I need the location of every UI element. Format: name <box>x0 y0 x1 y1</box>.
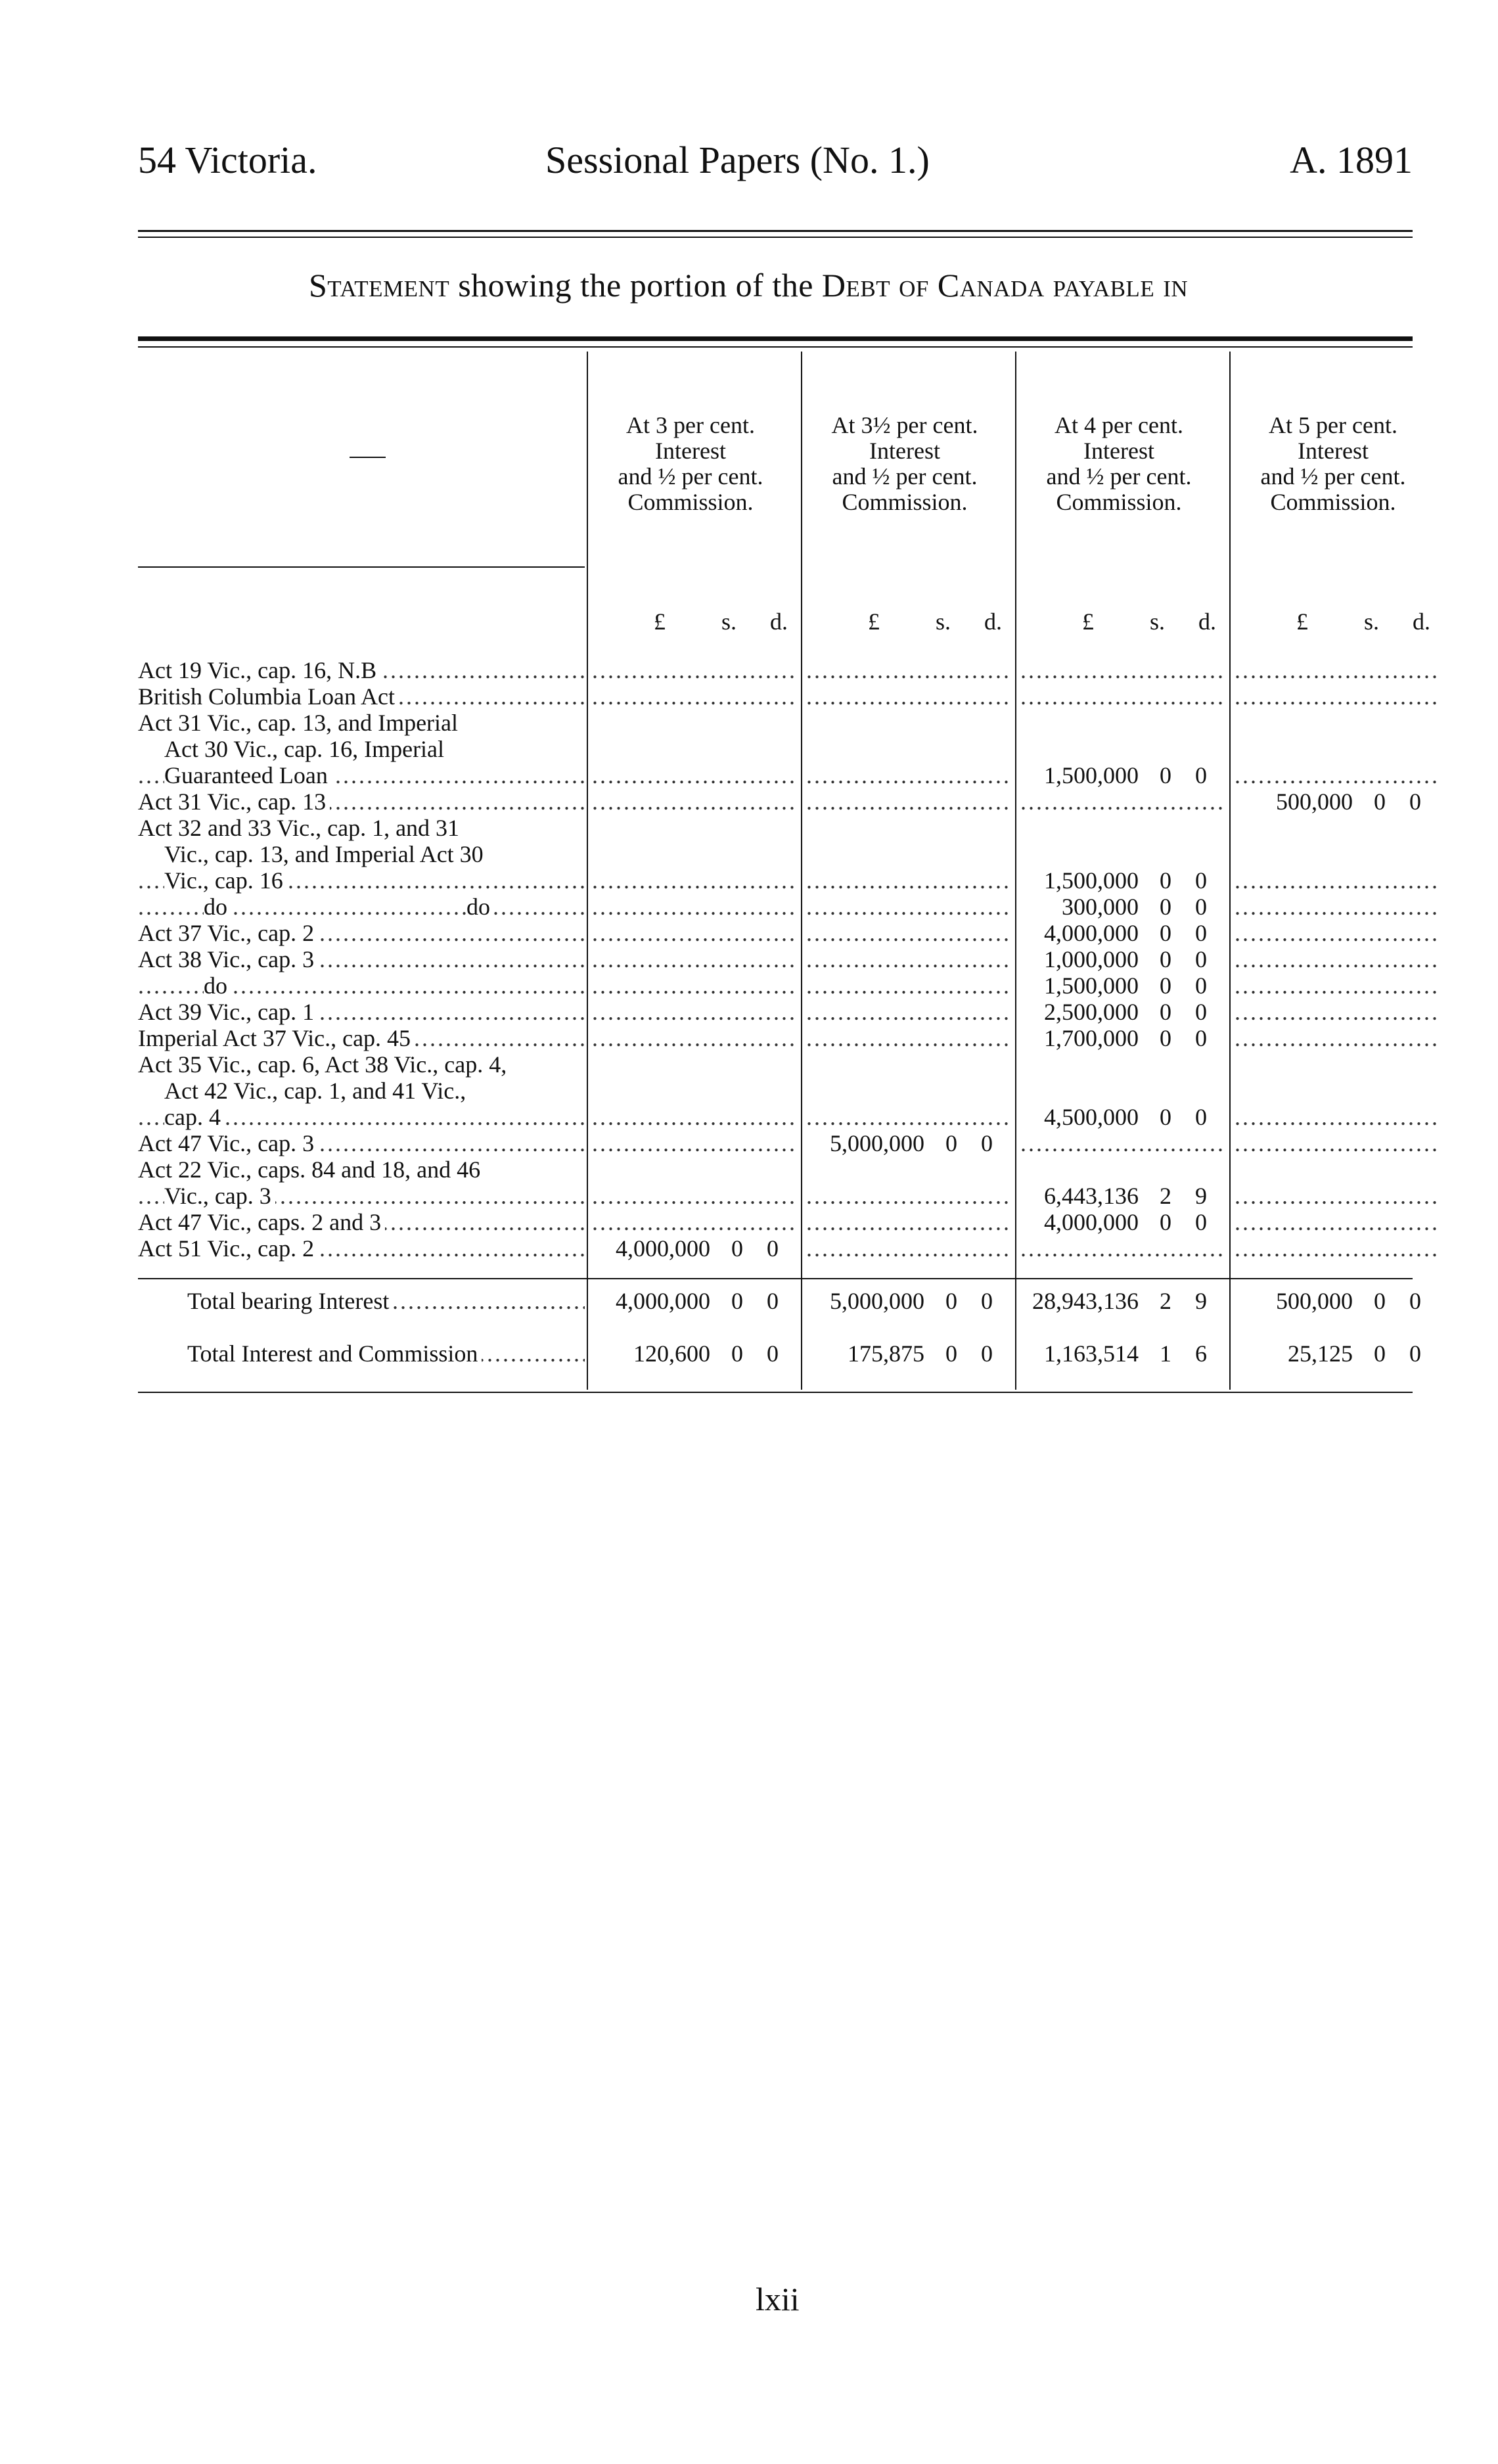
col2-line1: At 3½ per cent. <box>831 412 978 438</box>
header-year: A. 1891 <box>1290 139 1413 181</box>
pound-sign: £ <box>1296 608 1308 635</box>
total-label <box>187 1340 585 1367</box>
table-row <box>0 894 1498 920</box>
amount-cell <box>1231 1051 1440 1078</box>
row-label-text: Act 31 Vic., cap. 13, and Imperial <box>138 710 462 736</box>
row-label-text: British Columbia Loan Act <box>138 683 399 710</box>
amount-cell <box>588 999 797 1025</box>
row-label <box>138 762 585 788</box>
pounds-value: 120,600 <box>633 1340 710 1367</box>
total-label <box>187 1288 585 1314</box>
total-amount-cell <box>1016 1288 1225 1314</box>
table-row <box>0 1078 1498 1104</box>
table-row <box>0 1209 1498 1235</box>
col1-line3: and ½ per cent. <box>618 463 763 490</box>
row-label-text: Act 42 Vic., cap. 1, and 41 Vic., <box>164 1078 470 1104</box>
pence-value: 0 <box>1195 1025 1207 1051</box>
pounds-value: 1,500,000 <box>1044 762 1139 788</box>
pence-value: 0 <box>1195 946 1207 972</box>
pounds-value: 1,500,000 <box>1044 972 1139 999</box>
shillings-value: 0 <box>731 1340 743 1367</box>
page-number: lxii <box>756 2281 800 2317</box>
pounds-value: 1,500,000 <box>1044 867 1139 894</box>
amount-cell <box>588 762 797 788</box>
row-label <box>138 946 585 972</box>
pounds-value: 1,000,000 <box>1044 946 1139 972</box>
pence-value: 0 <box>1195 762 1207 788</box>
amount-cell <box>802 788 1011 815</box>
row-label <box>138 1104 585 1130</box>
table-row <box>0 815 1498 841</box>
pounds-value: 500,000 <box>1276 788 1353 815</box>
pounds-value: 25,125 <box>1288 1340 1353 1367</box>
col3-line1: At 4 per cent. <box>1055 412 1183 438</box>
row-label <box>138 841 585 867</box>
amount-cell <box>588 788 797 815</box>
column-head-4pct <box>1016 413 1221 515</box>
table-row <box>0 1025 1498 1051</box>
amount-cell <box>1016 1209 1225 1235</box>
pence-value: 0 <box>1195 920 1207 946</box>
pounds-value: 4,500,000 <box>1044 1104 1139 1130</box>
shillings-value: 0 <box>1374 788 1386 815</box>
table-row <box>0 946 1498 972</box>
amount-cell <box>588 867 797 894</box>
row-label-text: Act 38 Vic., cap. 3 <box>138 946 318 972</box>
row-label <box>138 999 585 1025</box>
row-label-text: Act 19 Vic., cap. 16, N.B <box>138 657 380 683</box>
pounds-value: 1,700,000 <box>1044 1025 1139 1051</box>
amount-cell <box>1016 788 1225 815</box>
pence-value: 0 <box>1409 1340 1421 1367</box>
col3-line2: Interest <box>1083 438 1154 464</box>
amount-cell <box>588 736 797 762</box>
col3-line3: and ½ per cent. <box>1046 463 1192 490</box>
lsd-head-2 <box>802 608 1011 637</box>
amount-cell <box>588 841 797 867</box>
table-top-rule-thick <box>138 336 1413 341</box>
pence-value: 0 <box>1195 1104 1207 1130</box>
table-row <box>0 736 1498 762</box>
table-row <box>0 683 1498 710</box>
amount-cell <box>1231 683 1440 710</box>
running-header <box>138 138 1413 184</box>
pounds-value: 1,163,514 <box>1044 1340 1139 1367</box>
row-label <box>138 1235 585 1262</box>
amount-cell <box>588 894 797 920</box>
amount-cell <box>802 867 1011 894</box>
amount-cell <box>802 710 1011 736</box>
shillings-value: 0 <box>1160 920 1171 946</box>
amount-cell <box>1016 736 1225 762</box>
title-word-statement: Statement <box>309 267 450 304</box>
table-row <box>0 999 1498 1025</box>
pounds-value: 175,875 <box>848 1340 924 1367</box>
table-row <box>0 841 1498 867</box>
amount-cell <box>1016 815 1225 841</box>
amount-cell <box>588 946 797 972</box>
amount-cell <box>1231 894 1440 920</box>
col2-line2: Interest <box>869 438 940 464</box>
row-label-text: Act 51 Vic., cap. 2 <box>138 1235 318 1262</box>
amount-cell <box>1016 972 1225 999</box>
total-row <box>0 1288 1498 1314</box>
amount-cell <box>1231 1078 1440 1104</box>
total-amount-cell <box>802 1288 1011 1314</box>
amount-cell <box>1231 1156 1440 1183</box>
amount-cell <box>1016 867 1225 894</box>
pound-sign: £ <box>1082 608 1094 635</box>
amount-cell <box>802 762 1011 788</box>
row-label-text: Imperial Act 37 Vic., cap. 45 <box>138 1025 415 1051</box>
shillings-value: 0 <box>945 1130 957 1156</box>
amount-cell <box>1016 710 1225 736</box>
table-row <box>0 920 1498 946</box>
amount-cell <box>802 1209 1011 1235</box>
pound-sign: £ <box>868 608 880 635</box>
amount-cell <box>588 972 797 999</box>
amount-cell <box>588 920 797 946</box>
table-row <box>0 867 1498 894</box>
pence-value: 0 <box>1409 1288 1421 1314</box>
amount-cell <box>802 999 1011 1025</box>
pence-value: 6 <box>1195 1340 1207 1367</box>
pence-value: 0 <box>981 1288 993 1314</box>
amount-cell <box>1231 1183 1440 1209</box>
table-row <box>0 1183 1498 1209</box>
pounds-value: 28,943,136 <box>1032 1288 1139 1314</box>
stub-head-rule <box>138 566 585 568</box>
amount-cell <box>802 815 1011 841</box>
amount-cell <box>588 1025 797 1051</box>
row-label-text: Act 31 Vic., cap. 13 <box>138 788 330 815</box>
amount-cell <box>802 683 1011 710</box>
pounds-value: 300,000 <box>1062 894 1139 920</box>
row-label-text: Vic., cap. 3 <box>164 1183 275 1209</box>
col3-line4: Commission. <box>1056 489 1182 515</box>
pence-sign: d. <box>1198 608 1216 635</box>
pound-sign: £ <box>654 608 666 635</box>
table-row <box>0 762 1498 788</box>
amount-cell <box>588 1051 797 1078</box>
title-middle: showing the portion of the <box>458 267 813 304</box>
amount-cell <box>1016 1051 1225 1078</box>
amount-cell <box>1016 841 1225 867</box>
amount-cell <box>588 1078 797 1104</box>
pence-value: 0 <box>767 1288 779 1314</box>
row-label-text: Act 37 Vic., cap. 2 <box>138 920 318 946</box>
totals-rule <box>138 1278 1413 1279</box>
shillings-value: 0 <box>1160 1104 1171 1130</box>
total-label-text: Total Interest and Commission <box>187 1340 482 1367</box>
row-label <box>138 815 585 841</box>
pence-sign: d. <box>770 608 788 635</box>
table-row <box>0 1051 1498 1078</box>
shilling-sign: s. <box>1363 608 1379 635</box>
table-row <box>0 1130 1498 1156</box>
table-row <box>0 1235 1498 1262</box>
shillings-value: 0 <box>731 1288 743 1314</box>
amount-cell <box>1231 788 1440 815</box>
row-label-text: Act 47 Vic., caps. 2 and 3 <box>138 1209 385 1235</box>
amount-cell <box>1016 762 1225 788</box>
row-label-text: cap. 4 <box>164 1104 225 1130</box>
pence-value: 0 <box>1195 1209 1207 1235</box>
amount-cell <box>1231 815 1440 841</box>
amount-cell <box>1231 920 1440 946</box>
row-label-text: Act 32 and 33 Vic., cap. 1, and 31 <box>138 815 463 841</box>
column-head-3pct <box>588 413 793 515</box>
total-amount-cell <box>1231 1288 1440 1314</box>
pounds-value: 4,000,000 <box>1044 920 1139 946</box>
amount-cell <box>1016 1078 1225 1104</box>
amount-cell <box>1016 1104 1225 1130</box>
amount-cell <box>588 657 797 683</box>
amount-cell <box>588 815 797 841</box>
amount-cell <box>1016 946 1225 972</box>
amount-cell <box>1016 1156 1225 1183</box>
table-top-rule-thin <box>138 346 1413 348</box>
table-row <box>0 972 1498 999</box>
col1-line4: Commission. <box>627 489 754 515</box>
pounds-value: 5,000,000 <box>830 1130 924 1156</box>
row-label-text: Act 35 Vic., cap. 6, Act 38 Vic., cap. 4, <box>138 1051 511 1078</box>
pence-value: 0 <box>1195 972 1207 999</box>
amount-cell <box>1231 867 1440 894</box>
pounds-value: 2,500,000 <box>1044 999 1139 1025</box>
pounds-value: 6,443,136 <box>1044 1183 1139 1209</box>
total-amount-cell <box>1016 1340 1225 1367</box>
row-label <box>138 710 585 736</box>
amount-cell <box>802 1130 1011 1156</box>
lsd-head-3 <box>1016 608 1225 637</box>
amount-cell <box>588 1130 797 1156</box>
table-row <box>0 1156 1498 1183</box>
total-amount-cell <box>588 1288 797 1314</box>
amount-cell <box>588 1183 797 1209</box>
table-bottom-rule <box>138 1392 1413 1393</box>
amount-cell <box>1016 1025 1225 1051</box>
pence-value: 0 <box>1195 894 1207 920</box>
amount-cell <box>802 841 1011 867</box>
amount-cell <box>588 710 797 736</box>
col1-line2: Interest <box>655 438 726 464</box>
table-row <box>0 657 1498 683</box>
total-amount-cell <box>1231 1340 1440 1367</box>
amount-cell <box>1016 683 1225 710</box>
row-label <box>138 1156 585 1183</box>
stub-head-dash <box>350 457 386 458</box>
pounds-value: 4,000,000 <box>1044 1209 1139 1235</box>
row-label <box>138 972 585 999</box>
amount-cell <box>588 683 797 710</box>
col4-line2: Interest <box>1298 438 1369 464</box>
pence-value: 9 <box>1195 1288 1207 1314</box>
amount-cell <box>802 946 1011 972</box>
shillings-value: 0 <box>945 1340 957 1367</box>
shillings-value: 0 <box>1160 1209 1171 1235</box>
row-label <box>138 683 585 710</box>
amount-cell <box>802 1078 1011 1104</box>
header-rule-top <box>138 230 1413 232</box>
col2-line3: and ½ per cent. <box>832 463 978 490</box>
total-row <box>0 1340 1498 1367</box>
amount-cell <box>802 972 1011 999</box>
shillings-value: 2 <box>1160 1183 1171 1209</box>
row-label <box>138 1025 585 1051</box>
shillings-value: 0 <box>1160 999 1171 1025</box>
amount-cell <box>1231 841 1440 867</box>
shilling-sign: s. <box>1149 608 1165 635</box>
total-label-text: Total bearing Interest <box>187 1288 393 1314</box>
shillings-value: 0 <box>1160 1025 1171 1051</box>
col2-line4: Commission. <box>842 489 968 515</box>
row-label-text: Vic., cap. 16 <box>164 867 287 894</box>
pence-value: 0 <box>1195 999 1207 1025</box>
amount-cell <box>588 1235 797 1262</box>
column-head-5pct <box>1231 413 1436 515</box>
amount-cell <box>802 1183 1011 1209</box>
amount-cell <box>1016 1183 1225 1209</box>
shilling-sign: s. <box>721 608 737 635</box>
pounds-value: 4,000,000 <box>616 1235 710 1262</box>
row-label-text: Guaranteed Loan <box>164 762 332 788</box>
amount-cell <box>1231 1235 1440 1262</box>
pence-value: 0 <box>1409 788 1421 815</box>
shillings-value: 0 <box>1160 946 1171 972</box>
pounds-value: 500,000 <box>1276 1288 1353 1314</box>
shillings-value: 2 <box>1160 1288 1171 1314</box>
col4-line4: Commission. <box>1270 489 1396 515</box>
amount-cell <box>1231 1130 1440 1156</box>
table-row <box>0 788 1498 815</box>
header-session: 54 Victoria. <box>138 139 317 181</box>
row-label <box>138 657 585 683</box>
header-rule-bottom <box>138 237 1413 238</box>
row-label-text: Act 30 Vic., cap. 16, Imperial <box>164 736 448 762</box>
amount-cell <box>1231 657 1440 683</box>
amount-cell <box>1231 1104 1440 1130</box>
header-title: Sessional Papers (No. 1.) <box>545 139 930 181</box>
shilling-sign: s. <box>935 608 951 635</box>
pence-value: 0 <box>767 1235 779 1262</box>
pence-value: 0 <box>981 1340 993 1367</box>
amount-cell <box>1016 894 1225 920</box>
lsd-head-1 <box>588 608 797 637</box>
row-label <box>138 1078 585 1104</box>
amount-cell <box>1016 999 1225 1025</box>
row-label-text: Act 22 Vic., caps. 84 and 18, and 46 <box>138 1156 484 1183</box>
amount-cell <box>1231 1025 1440 1051</box>
row-label-text: do <box>204 972 231 999</box>
shillings-value: 0 <box>731 1235 743 1262</box>
pounds-value: 5,000,000 <box>830 1288 924 1314</box>
amount-cell <box>802 736 1011 762</box>
amount-cell <box>1231 1209 1440 1235</box>
col4-line1: At 5 per cent. <box>1269 412 1397 438</box>
amount-cell <box>1231 946 1440 972</box>
amount-cell <box>802 1156 1011 1183</box>
row-label-ditto: do <box>466 894 494 920</box>
shillings-value: 0 <box>1374 1340 1386 1367</box>
row-label <box>138 867 585 894</box>
row-label-text: do <box>204 894 231 920</box>
row-label-text: Act 39 Vic., cap. 1 <box>138 999 318 1025</box>
col4-line3: and ½ per cent. <box>1260 463 1406 490</box>
shillings-value: 0 <box>1160 762 1171 788</box>
row-label <box>138 1183 585 1209</box>
amount-cell <box>1231 762 1440 788</box>
amount-cell <box>802 1104 1011 1130</box>
total-amount-cell <box>588 1340 797 1367</box>
shillings-value: 0 <box>1374 1288 1386 1314</box>
shillings-value: 0 <box>945 1288 957 1314</box>
row-label <box>138 1130 585 1156</box>
table-row <box>0 1104 1498 1130</box>
amount-cell <box>802 657 1011 683</box>
total-amount-cell <box>802 1340 1011 1367</box>
row-label <box>138 920 585 946</box>
row-label <box>138 736 585 762</box>
amount-cell <box>802 1051 1011 1078</box>
shillings-value: 0 <box>1160 894 1171 920</box>
pence-sign: d. <box>984 608 1002 635</box>
amount-cell <box>1231 736 1440 762</box>
amount-cell <box>802 1235 1011 1262</box>
row-label <box>138 1051 585 1078</box>
column-head-3-5pct <box>802 413 1007 515</box>
amount-cell <box>588 1156 797 1183</box>
statement-title <box>309 266 1188 304</box>
shillings-value: 0 <box>1160 867 1171 894</box>
pounds-value: 4,000,000 <box>616 1288 710 1314</box>
pence-value: 0 <box>767 1340 779 1367</box>
amount-cell <box>802 894 1011 920</box>
amount-cell <box>588 1104 797 1130</box>
pence-value: 9 <box>1195 1183 1207 1209</box>
amount-cell <box>1231 999 1440 1025</box>
pence-value: 0 <box>981 1130 993 1156</box>
table-row <box>0 710 1498 736</box>
amount-cell <box>1231 710 1440 736</box>
row-label-text: Act 47 Vic., cap. 3 <box>138 1130 318 1156</box>
amount-cell <box>1016 1235 1225 1262</box>
row-label-text: Vic., cap. 13, and Imperial Act 30 <box>164 841 488 867</box>
col1-line1: At 3 per cent. <box>626 412 755 438</box>
row-label <box>138 788 585 815</box>
row-label <box>138 894 585 920</box>
shillings-value: 0 <box>1160 972 1171 999</box>
row-label <box>138 1209 585 1235</box>
amount-cell <box>1231 972 1440 999</box>
amount-cell <box>588 1209 797 1235</box>
pence-value: 0 <box>1195 867 1207 894</box>
amount-cell <box>1016 1130 1225 1156</box>
title-debt: Debt of Canada payable in <box>821 267 1189 304</box>
shillings-value: 1 <box>1160 1340 1171 1367</box>
lsd-head-4 <box>1231 608 1440 637</box>
amount-cell <box>1016 657 1225 683</box>
pence-sign: d. <box>1413 608 1430 635</box>
amount-cell <box>1016 920 1225 946</box>
amount-cell <box>802 1025 1011 1051</box>
amount-cell <box>802 920 1011 946</box>
